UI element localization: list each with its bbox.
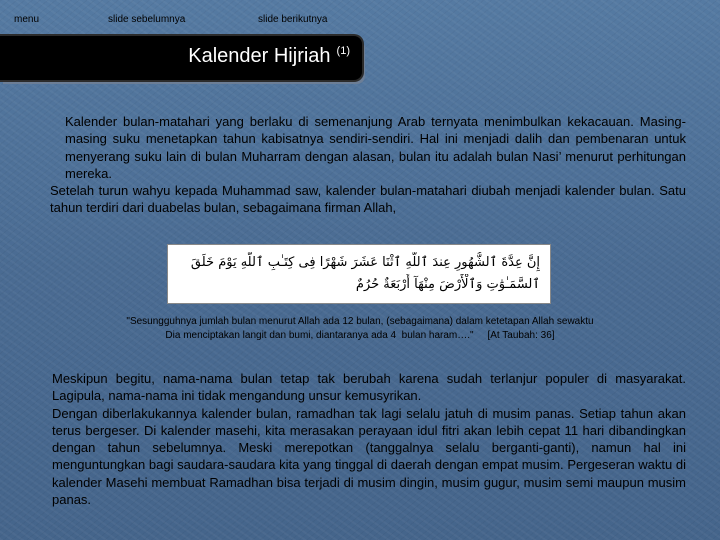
paragraph-conclusion — [32, 370, 686, 508]
slide-title — [188, 45, 350, 68]
slide-title-superscript: (1) — [336, 45, 350, 58]
verse-translation-line1: "Sesungguhnya jumlah bulan menurut Allah ada 12 bulan, (sebagaimana) dalam ketetapan Allah sewaktu — [126, 316, 594, 327]
paragraph-conclusion-line1: Meskipun begitu, nama-nama bulan tetap tak berubah karena sudah terlanjur populer di masyarakat. Lagipula, nama-nama ini tidak mengandung unsur kemusyrikan. — [52, 371, 686, 404]
paragraph-conclusion-line2: Dengan diberlakukannya kalender bulan, ramadhan tak lagi selalu jatuh di musim panas. Setiap tahun akan terus bergeser. Di kalender masehi, kita merasakan perayaan idul fitri akan lebih cepat 11 hari dibandingkan dengan tahun sebelumnya. Meski merepotkan (tanggalnya selalu berganti-ganti), namun hal ini menguntungkan bagi saudara-saudara kita yang tinggal di daerah dengan empat musim. Pergeseran waktu di kalender Masehi membuat Ramadhan bisa terjadi di musim dingin, musim gugur, musim semi maupun musim panas. — [52, 405, 686, 508]
paragraph-intro-line2: Setelah turun wahyu kepada Muhammad saw, kalender bulan-matahari diubah menjadi kalender bulan. Satu tahun terdiri dari duabelas bulan, sebagaimana firman Allah, — [50, 183, 686, 216]
paragraph-intro-line1: Kalender bulan-matahari yang berlaku di semenanjung Arab ternyata menimbulkan kekacauan. Masing-masing suku menetapkan tahun kabisatnya sendiri-sendiri. Hal ini menjadi dalih dan pembenaran untuk menyerang suku lain di bulan Muharram dengan alasan, bulan itu adalah bulan Nasi’ menurut perhitungan mereka. — [65, 114, 686, 181]
nav-prev-slide-link[interactable]: slide sebelumnya — [108, 14, 186, 25]
nav-next-slide-link[interactable]: slide berikutnya — [258, 14, 328, 25]
arabic-verse-box — [167, 244, 551, 304]
verse-translation-line2: Dia menciptakan langit dan bumi, diantaranya ada 4 bulan haram…." [At Taubah: 36] — [165, 330, 555, 341]
verse-translation — [60, 315, 660, 343]
title-bar — [0, 36, 362, 80]
paragraph-intro — [32, 113, 686, 217]
arabic-verse-line1: إِنَّ عِدَّةَ ٱلشُّهُورِ عِندَ ٱللَّهِ ٱثْنَا عَشَرَ شَهْرًا فِى كِتَـٰبِ ٱللَّهِ يَوْمَ خَلَقَ — [190, 255, 540, 270]
slide-title-text: Kalender Hijriah — [188, 45, 331, 67]
nav-menu-link[interactable]: menu — [14, 14, 40, 25]
arabic-verse-line2: ٱلسَّمَـٰوَٰتِ وَٱلْأَرْضَ مِنْهَآ أَرْبَعَةٌ حُرُمٌ — [355, 277, 540, 292]
